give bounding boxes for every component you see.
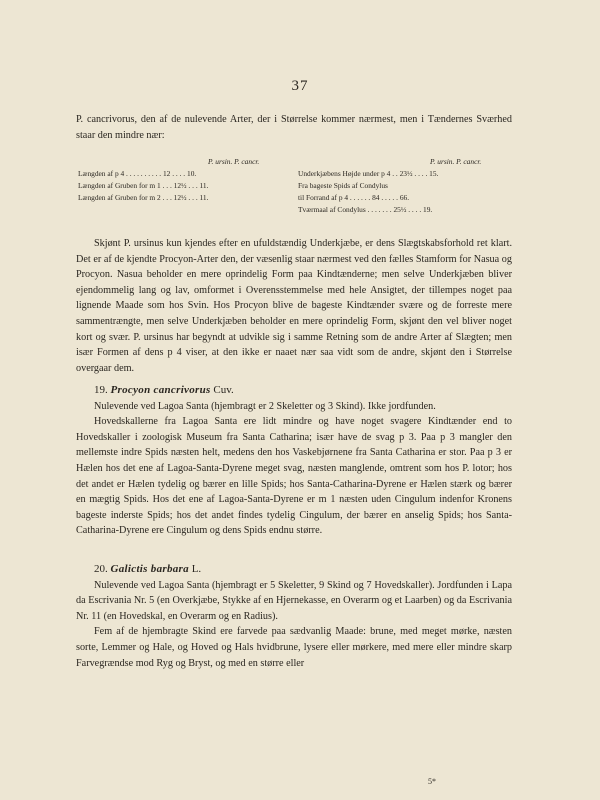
table-row: Tværmaal af Condylus . . . . . . . 25½ . . . . 19. (298, 205, 433, 214)
section-19-title: Procyon cancrivorus (110, 384, 211, 396)
section-20-paragraph-1: Nulevende ved Lagoa Santa (hjembragt er 5 Skeletter, 9 Skind og 7 Hovedskaller). Jordfunden i Lapa da Escrivania Nr. 5 (en Overkjæbe, Stykke af en Hjernekasse, en Overarm og et Laarben) og da Escrivania Nr. 11 (en Hovedskal, en Overarm og en Radius). (76, 579, 512, 622)
table-row: Underkjæbens Højde under p 4 . . 23½ . . . . 15. (298, 169, 439, 178)
table-right-header: P. ursin. P. cancr. (430, 157, 482, 166)
section-19-paragraph-2: Hovedskallerne fra Lagoa Santa ere lidt mindre og have noget svagere Kindtænder end to Hovedskaller i zoologisk Museum fra Santa Catharina; især have de svag p 3. Paa p 3 mangler den mellemste indre Spids næsten helt, medens den hos Vaskebjørnene fra Santa Catharina er stor. Paa p 3 er Hælen hos det ene af Lagoa-Santa-Dyrene meget svag, næsten manglende, omtrent som hos P. lotor; hos det andet er Hælen tydelig og bærer en lille Spids; hos Santa-Catharina-Dyrene er Hælen stærk og bærer en mægtig Spids. Hos det ene af Lagoa-Santa-Dyrene er m 1 næsten uden Cingulum indenfor Kronens bageste inderste Spids; hos det andet findes tydelig Cingulum, der bærer en anselig Spids; hos Santa-Catharina-Dyrene ere Cingulum og dens Spids endnu større. (76, 416, 512, 537)
section-19 (76, 383, 512, 539)
intro-paragraph (76, 112, 512, 143)
section-20-paragraph-2: Fem af de hjembragte Skind ere farvede paa sædvanlig Maade: brune, med meget mørke, næsten sorte, Lemmer og Hale, og Hoved og Hals hvidbrune, lysere eller mørkere, med mere eller mindre skarp Farvegrændse mod Ryg og Bryst, og med en større eller (76, 626, 512, 669)
main-paragraph (76, 236, 512, 376)
measurement-table-right (298, 156, 481, 216)
table-row: Længden af Gruben for m 2 . . . 12½ . . . 11. (78, 193, 209, 202)
measurement-table-left (78, 156, 259, 204)
section-20-heading (76, 562, 512, 578)
section-20 (76, 562, 512, 671)
section-19-heading (76, 383, 512, 399)
signature-mark: 5* (428, 777, 436, 786)
section-19-author: Cuv. (213, 384, 234, 396)
page-number: 37 (291, 78, 309, 94)
section-20-title: Galictis barbara (110, 563, 189, 575)
section-19-paragraph-1: Nulevende ved Lagoa Santa (hjembragt er 2 Skeletter og 3 Skind). Ikke jordfunden. (94, 400, 436, 412)
table-left-header: P. ursin. P. cancr. (208, 157, 260, 166)
section-20-number: 20. (94, 563, 108, 575)
main-paragraph-text: Skjønt P. ursinus kun kjendes efter en ufuldstændig Underkjæbe, er dens Slægtskabsforhold ret klart. Det er af de kjendte Procyon-Arter den, der væsenlig staar nærmest ved den fælles Stamform for Nasua og Procyon. Nasua beholder en mere oprindelig Form paa Kindtænderne; men selve Underkjæben bliver ejendommelig lang og lav, omformet i Overensstemmelse med hele Ansigtet, der tillempes noget paa lignende Maade som hos Svin. Hos Procyon blive de bageste Kindtænder svære og de forreste mere sammentrængte, men selve Underkjæben beholder en mere oprindelig Form, skjønt den vel bliver noget kort og svær. P. ursinus har begyndt at udvikle sig i samme Retning som de andre Arter af Slægten; men især Formen af dens p 4 viser, at den ikke er naaet nær saa vidt som de andre, skjønt den i Størrelse overgaar dem. (76, 238, 512, 374)
table-row: Længden af p 4 . . . . . . . . . . 12 . . . . 10. (78, 169, 197, 178)
intro-text: P. cancrivorus, den af de nulevende Arter, der i Størrelse kommer nærmest, men i Tændernes Sværhed staar den mindre nær: (76, 114, 512, 141)
table-row: til Forrand af p 4 . . . . . . 84 . . . . . 66. (298, 193, 410, 202)
section-19-number: 19. (94, 384, 108, 396)
section-20-author: L. (191, 563, 202, 575)
table-row: Fra bageste Spids af Condylus (298, 181, 388, 190)
table-row: Længden af Gruben for m 1 . . . 12½ . . . 11. (78, 181, 209, 190)
